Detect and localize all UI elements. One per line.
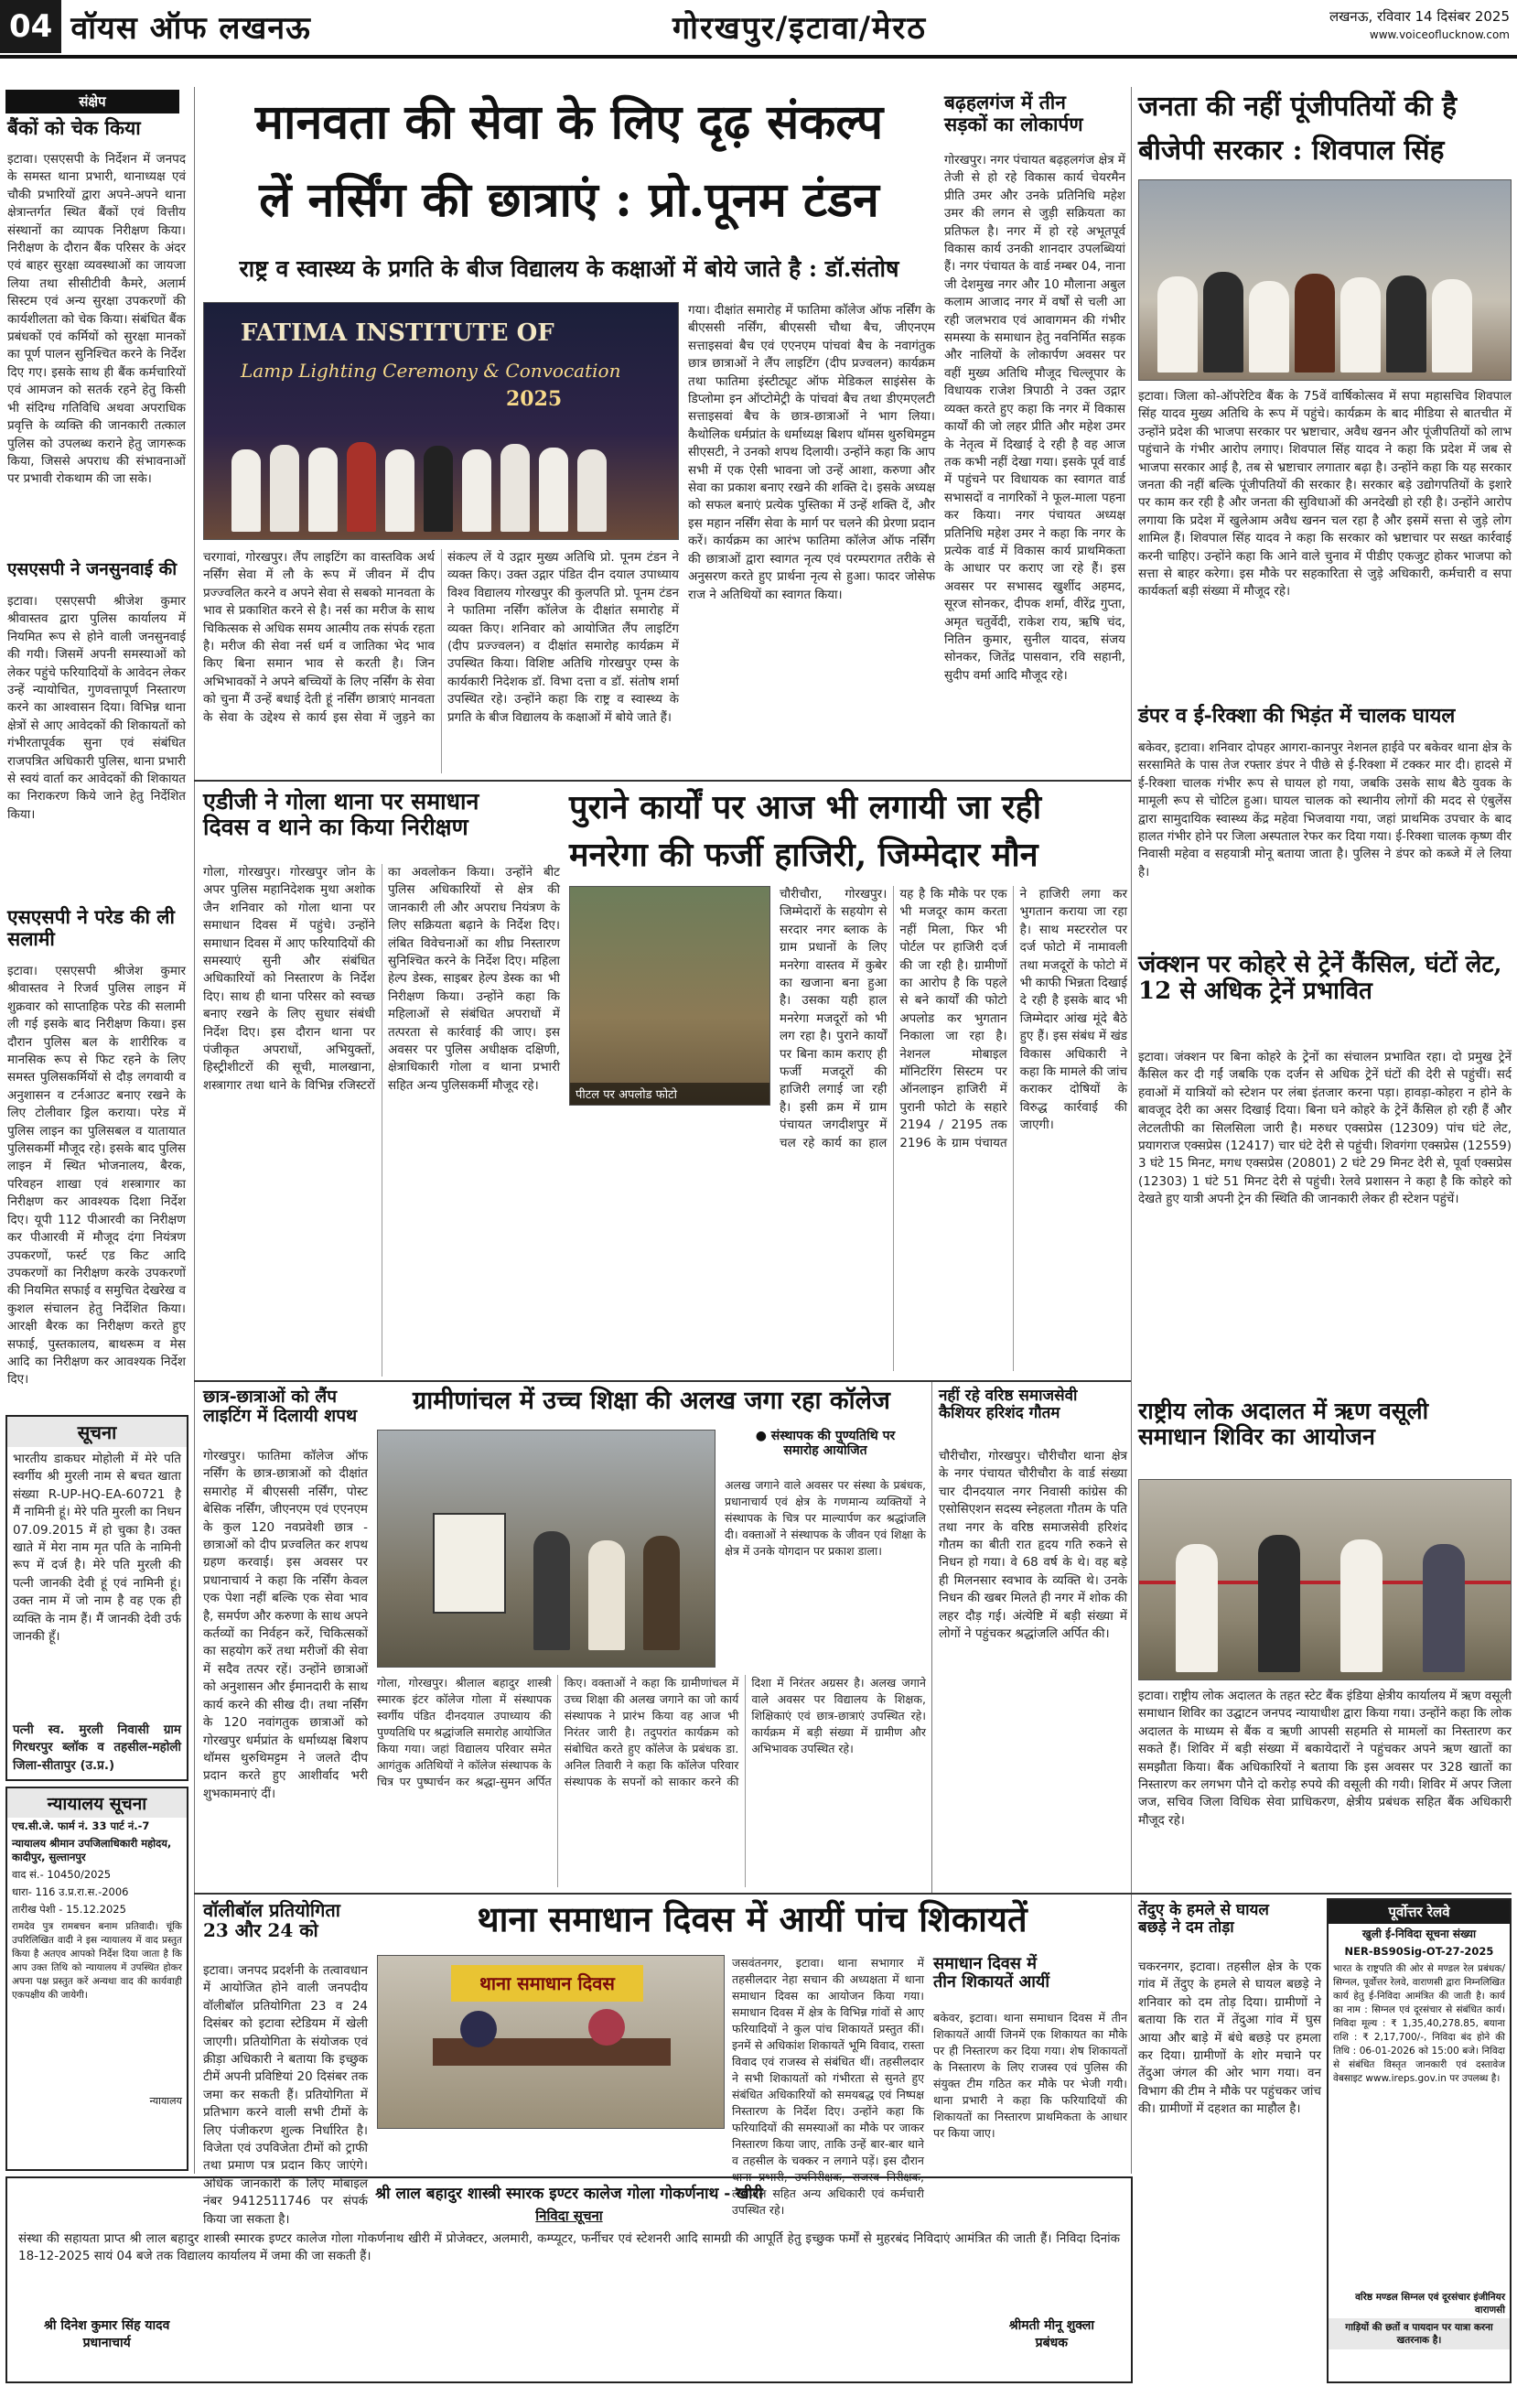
photo-figure bbox=[533, 1531, 570, 1650]
brief-hearing-body: इटावा। एसएसपी श्रीजेश कुमार श्रीवास्तव द्वारा पुलिस कार्यालय में नियमित रूप से होने वाली जनसुनवाई की गयी। जिसमें अपनी समस्याओं को लेकर पहुंचे फरियादियों के आवेदन लेकर उन्हें न्यायोचित, गुणवत्तापूर्ण निस्तारण करने का आश्वासन दिया। विभिन्न थाना क्षेत्रों से आए आवेदकों की शिकायतों को गंभीरतापूर्वक सुना एवं संबंधित राजपत्रित अधिकारी पुलिस, थाना प्रभारी से स्वयं वार्ता कर आवेदकों की शिकायत का निराकरण किये जाने हेतु निर्देशित किया। bbox=[7, 594, 186, 822]
thana-body: जसवंतनगर, इटावा। थाना सभागार में तहसीलदार नेहा सचान की अध्यक्षता में थाना समाधान दिवस का आयोजन किया गया। समाधान दिवस में क्षेत्र के विभिन्न गांवों से आए फरियादियों ने कुल पांच शिकायतें प्रस्तुत कीं। इनमें से अधिकांश शिकायतें भूमि विवाद, रास्ता विवाद एवं राजस्व से संबंधित थीं। तहसीलदार ने सभी शिकायतों को गंभीरता से सुनते हुए संबंधित अधिकारियों को समयबद्ध एवं निष्पक्ष निस्तारण के निर्देश दिए। उन्होंने कहा कि फरियादियों की समस्याओं का मौके पर जाकर निस्तारण किया जाए, ताकि उन्हें बार-बार थाने व तहसील के चक्कर न लगाने पड़ें। इस दौरान थाना प्रभारी, उपनिरीक्षक, राजस्व निरीक्षक, लेखपाल सहित अन्य अधिकारी एवं कर्मचारी उपस्थित रहे। bbox=[732, 1956, 924, 2217]
court-date: तारीख पेशी - 15.12.2025 bbox=[12, 1903, 126, 1916]
college-side-body: अलख जगाने वाले अवसर पर संस्था के प्रबंधक, प्रधानाचार्य एवं क्षेत्र के गणमान्य व्यक्तियों ने संस्थापक के चित्र पर माल्यार्पण कर श्रद्धांजलि दी। वक्ताओं ने संस्थापक के जीवन एवं शिक्षा के क्षेत्र में उनके योगदान पर प्रकाश डाला। bbox=[725, 1478, 926, 1558]
signature-left bbox=[44, 2316, 169, 2351]
photo-figure bbox=[460, 2011, 497, 2047]
mgnrega-photo-caption: पीटल पर अपलोड फोटो bbox=[570, 1083, 769, 1105]
brief-bank-body: इटावा। एसएसपी के निर्देशन में जनपद के समस्त थाना प्रभारी, थानाध्यक्ष एवं चौकी प्रभारियों द्वारा अपने-अपने थाना क्षेत्रान्तर्गत स्थित बैंकों एवं वित्तीय संस्थानों का व्यापक निरीक्षण किया। निरीक्षण के दौरान बैंक परिसर के अंदर एवं बाहर सुरक्षा व्यवस्थाओं का जायजा लिया तथा सीसीटीवी कैमरे, अलार्म सिस्टम एवं अन्य सुरक्षा उपकरणों की कार्यशीलता को चेक किया। संबंधित बैंक प्रबंधकों एवं कर्मियों को सुरक्षा मानकों का पूर्ण पालन सुनिश्चित करने के निर्देश दिए गए। इसके साथ ही बैंक कर्मचारियों एवं आमजन को सतर्क रहने हेतु किसी भी संदिग्ध गतिविधि अथवा अपराधिक प्रवृत्ति के व्यक्ति की जानकारी तत्काल पुलिस को उपलब्ध कराने हेतु जागरूक किया, जिससे अपराध की संभावनाओं पर प्रभावी रोकथाम की जा सके। bbox=[7, 152, 186, 487]
photo-banner-text: FATIMA INSTITUTE OF bbox=[241, 319, 554, 347]
photo-people bbox=[231, 440, 652, 532]
leopard-title-2: बछड़े ने दम तोड़ा bbox=[1138, 1918, 1234, 1938]
tender-number: NER-BS90Sig-OT-27-2025 bbox=[1344, 1945, 1494, 1958]
page-number: 04 bbox=[0, 0, 61, 53]
signature-left-role: प्रधानाचार्य bbox=[82, 2336, 131, 2350]
court-case: एच.सी.जे. फार्म नं. 33 पार्ट नं.-7 bbox=[12, 1819, 150, 1832]
lamp-title bbox=[203, 1388, 368, 1442]
train-title: जंक्शन पर कोहरे से ट्रेनें कैंसिल, घंटों लेट, 12 से अधिक ट्रेनें प्रभावित bbox=[1138, 951, 1502, 1006]
photo-figure bbox=[1340, 1539, 1383, 1672]
signature-right bbox=[1009, 2316, 1094, 2351]
lead-headline-1: मानवता की सेवा के लिए दृढ़ संकल्प bbox=[254, 94, 884, 150]
lamp-title-1: छात्र-छात्राओं को लैंप bbox=[203, 1387, 338, 1407]
gautam-title-2: कैशियर हरिशंद गौतम bbox=[939, 1404, 1060, 1423]
tender-org: पूर्वोत्तर रेलवे bbox=[1329, 1900, 1510, 1924]
masthead-rule bbox=[0, 55, 1517, 59]
train-body: इटावा। जंक्शन पर बिना कोहरे के ट्रेनों का संचालन प्रभावित रहा। दो प्रमुख ट्रेनें कैंसिल कर दी गईं जबकि एक दर्जन से अधिक ट्रेनें घंटों की देरी से पहुंचीं। सर्द हवाओं में यात्रियों को स्टेशन पर लंबा इंतजार करना पड़ा। हावड़ा-कोहरा न होने के बावजूद देरी का असर दिखाई दिया। बिना घने कोहरे के ट्रेनें कैंसिल हो रही हैं और लेटलतीफी का सिलसिला जारी है। मरुधर एक्सप्रेस (12309) पांच घंटे लेट, प्रयागराज एक्सप्रेस (12417) चार घंटे देरी से पहुंची। शिवगंगा एक्सप्रेस (12559) 3 घंटे 15 मिनट, मगध एक्सप्रेस (20801) 2 घंटे 29 मिनट देरी से, पूर्वा एक्सप्रेस (12303) 1 घंटे 51 मिनट देरी से पहुंची। रेलवे प्रशासन ने कहा है कि कोहरे को देखते हुए यात्री अपनी ट्रेन की स्थिति की जानकारी लेकर ही स्टेशन पहुंचें। bbox=[1138, 1050, 1512, 1207]
tender-footer: वरिष्ठ मण्डल सिग्नल एवं दूरसंचार इंजीनियर वाराणसी bbox=[1355, 2292, 1505, 2316]
notice-title: सूचना bbox=[7, 1417, 187, 1447]
edition-label: गोरखपुर/इटावा/मेरठ bbox=[672, 10, 928, 47]
leopard-body: चकरनगर, इटावा। तहसील क्षेत्र के एक गांव में तेंदुए के हमले से घायल बछड़े ने शनिवार को दम तोड़ दिया। ग्रामीणों ने बताया कि रात में तेंदुआ गांव में घुस आया और बाड़े में बंधे बछड़े पर हमला कर दिया। ग्रामीणों के शोर मचाने पर तेंदुआ जंगल की ओर भाग गया। वन विभाग की टीम ने मौके पर पहुंचकर जांच की। ग्रामीणों में दहशत का माहौल है। bbox=[1138, 1960, 1321, 2117]
leopard-title bbox=[1138, 1902, 1321, 1953]
notice-body: भारतीय डाकघर मोहोली में मेरे पति स्वर्गीय श्री मुरली नाम से बचत खाता संख्या R-UP-HQ-EA-60721 है मैं नामिनी हूं। मेरे पति मुरली का निधन 07.09.2015 में हो चुका है। उक्त खाते में मेरा नाम मृत पति के नामिनी रूप में दर्ज है। मेरे पति मुरली की पत्नी जानकी देवी हूं एवं नामिनी हूं। उक्त नाम में जो नाम है वह एक ही व्यक्ति के नाम हैं। मैं जानकी देवी उर्फ जानकी हूँ। bbox=[13, 1452, 181, 1645]
court-sign: न्यायालय bbox=[149, 2095, 182, 2107]
adg-body: गोला, गोरखपुर। गोरखपुर जोन के अपर पुलिस महानिदेशक मुथा अशोक जैन शनिवार को गोला थाना पर समाधान दिवस में पहुंचे। उन्होंने समाधान दिवस में आए फरियादियों की समस्याएं सुनी और संबंधित अधिकारियों को निस्तारण के निर्देश दिए। साथ ही थाना परिसर को स्वच्छ बनाए रखने के लिए सुधार संबंधी निर्देश दिए। इस दौरान थाना पर पंजीकृत अपराधों, अभियुक्तों, हिस्ट्रीशीटरों की सूची, मालखाना, शस्त्रागार तथा थाने के विभिन्न रजिस्टरों का अवलोकन किया। उन्होंने बीट पुलिस अधिकारियों से क्षेत्र की जानकारी ली और अपराध नियंत्रण के लिए सक्रियता बढ़ाने के निर्देश दिए। लंबित विवेचनाओं का शीघ्र निस्तारण सुनिश्चित करने के निर्देश दिए। महिला हेल्प डेस्क, साइबर हेल्प डेस्क का भी निरीक्षण किया। उन्होंने कहा कि महिलाओं से संबंधित अपराधों में तत्परता से कार्रवाई की जाए। इस अवसर पर पुलिस अधीक्षक दक्षिणी, क्षेत्राधिकारी गोला व थाना प्रभारी सहित अन्य पुलिसकर्मी मौजूद रहे। bbox=[203, 865, 560, 1093]
thana-photo-banner: थाना समाधान दिवस bbox=[451, 1965, 643, 2002]
loan-title-2: समाधान शिविर का आयोजन bbox=[1138, 1423, 1375, 1450]
mgnrega-body: चौरीचौरा, गोरखपुर। जिम्मेदारों के सहयोग से सरदार नगर ब्लाक के ग्राम प्रधानों के लिए मनरेगा वास्तव में कुबेर का खजाना बना हुआ है। उसका यही हाल मनरेगा मजदूरों को भी लग रहा है। पुराने कार्यों पर बिना काम कराए ही फर्जी मजदूरों की हाजिरी लगाई जा रही है। इसी क्रम में ग्राम पंचायत जगदीशपुर में चल रहे कार्य का हाल यह है कि मौके पर एक भी मजदूर काम करता नहीं मिला, फिर भी पोर्टल पर हाजिरी दर्ज की जा रही है। ग्रामीणों का आरोप है कि पहले से बने कार्यों की फोटो अपलोड कर भुगतान निकाला जा रहा है। नेशनल मोबाइल मॉनिटरिंग सिस्टम पर ऑनलाइन हाजिरी में पुरानी फोटो के सहारे 2194 / 2195 तक 2196 के ग्राम पंचायत ने हाजिरी लगा कर भुगतान कराया जा रहा है। साथ मस्टररोल पर दर्ज फोटो में नामावली तथा मजदूरों के फोटो में भी काफी भिन्नता दिखाई दे रही है इसके बाद भी जिम्मेदार आंख मूंदे बैठे हुए हैं। इस संबंध में खंड विकास अधिकारी ने कहा कि मामले की जांच कराकर दोषियों के विरुद्ध कार्रवाई की जाएगी। bbox=[780, 887, 1127, 1150]
photo-figure bbox=[588, 2009, 625, 2046]
photo-banner-year: 2025 bbox=[506, 387, 563, 411]
school-tender-signatures bbox=[7, 2316, 1131, 2351]
brief-hearing-title: एसएसपी ने जनसुनवाई की bbox=[7, 559, 178, 579]
court-dhara: धारा- 116 उ.प्र.रा.स.-2006 bbox=[12, 1885, 129, 1898]
photo-figure bbox=[588, 1540, 625, 1650]
column-divider bbox=[194, 87, 195, 2174]
mgnrega-headline-2: मनरेगा की फर्जी हाजिरी, जिम्मेदार मौन bbox=[569, 836, 1038, 874]
school-tender-box bbox=[5, 2176, 1133, 2383]
three-title-1: समाधान दिवस में bbox=[933, 1954, 1038, 1973]
school-tender-body: संस्था की सहायता प्राप्त श्री लाल बहादुर शास्त्री स्मारक इण्टर कालेज गोला गोकर्णनाथ खीरी में प्रोजेक्टर, अलमारी, कम्प्यूटर, फर्नीचर एवं स्टेशनरी आदि सामग्री की आपूर्ति हेतु इच्छुक फर्मों से मुहरबंद निविदाएं आमंत्रित की जाती हैं। निविदा दिनांक 18-12-2025 सायं 04 बजे तक विद्यालय कार्यालय में जमा की जा सकती हैं। bbox=[18, 2231, 1120, 2264]
photo-frame bbox=[433, 1513, 506, 1614]
court-vad: वाद सं.- 10450/2025 bbox=[12, 1868, 112, 1881]
section-rule bbox=[194, 1893, 1512, 1895]
volley-title-1: वॉलीबॉल प्रतियोगिता bbox=[203, 1899, 340, 1921]
gautam-title-1: नहीं रहे वरिष्ठ समाजसेवी bbox=[939, 1387, 1078, 1405]
lead-subheadline: राष्ट्र व स्वास्थ्य के प्रगति के बीज विद्यालय के कक्षाओं में बोये जाते है : डॉ.संतोष bbox=[239, 255, 899, 282]
photo-banner-subtext: Lamp Lighting Ceremony & Convocation bbox=[241, 360, 621, 382]
court-notice-box bbox=[5, 1787, 188, 2171]
dumper-title: डंपर व ई-रिक्शा की भिड़ंत में चालक घायल bbox=[1138, 704, 1456, 728]
signature-right-name: श्रीमती मीनू शुक्ला bbox=[1008, 2318, 1094, 2333]
court-body: रामदेव पुत्र रामबचन बनाम प्रतिवादी। चूंकि उपरिलिखित वादी ने इस न्यायालय में वाद प्रस्तुत किया है अतएव आपको निर्देश दिया जाता है कि आप उक्त तिथि को न्यायालय में उपस्थित होकर अपना पक्ष प्रस्तुत करें अन्यथा वाद की कार्यवाही एकपक्षीय की जायेगी। bbox=[12, 1921, 182, 2001]
three-complaints-body: बकेवर, इटावा। थाना समाधान दिवस में तीन शिकायतें आयीं जिनमें एक शिकायत का मौके पर ही निस्तारण कर दिया गया। शेष शिकायतों के निस्तारण के लिए राजस्व एवं पुलिस की संयुक्त टीम गठित कर मौके पर भेजी गयी। थाना प्रभारी ने कहा कि फरियादियों की शिकायतों का निस्तारण प्राथमिकता के आधार पर किया जाए। bbox=[933, 2011, 1127, 2140]
loan-photo bbox=[1138, 1479, 1512, 1680]
thana-photo bbox=[377, 1955, 725, 2129]
volley-title-2: 23 और 24 को bbox=[203, 1919, 318, 1942]
dateline: लखनऊ, रविवार 14 दिसंबर 2025 bbox=[1329, 8, 1510, 25]
college-photo bbox=[377, 1430, 715, 1668]
school-tender-title: श्री लाल बहादुर शास्त्री स्मारक इण्टर कालेज गोला गोकर्णनाथ - खीरी bbox=[375, 2185, 763, 2203]
adg-title bbox=[203, 789, 560, 855]
signature-left-name: श्री दिनेश कुमार सिंह यादव bbox=[44, 2318, 170, 2333]
notice-signature: पत्नी स्व. मुरली निवासी ग्राम गिरधरपुर ब्लॉक व तहसील-महोली जिला-सीतापुर (उ.प्र.) bbox=[13, 1722, 181, 1773]
photo-figure bbox=[1423, 1544, 1465, 1672]
notice-box bbox=[5, 1415, 188, 1781]
section-rule bbox=[194, 1380, 1131, 1382]
adg-title-2: दिवस व थाने का किया निरीक्षण bbox=[203, 814, 468, 840]
shivpal-headline-2: बीजेपी सरकार : शिवपाल सिंह bbox=[1138, 135, 1445, 167]
college-side-title-2: समारोह आयोजित bbox=[783, 1442, 867, 1458]
section-rule bbox=[194, 780, 1131, 782]
brief-tag: संक्षेप bbox=[5, 90, 179, 113]
shivpal-headline-1: जनता की नहीं पूंजीपतियों की है bbox=[1138, 91, 1458, 123]
newspaper-name: वॉयस ऑफ लखनऊ bbox=[70, 10, 311, 47]
college-body: गोला, गोरखपुर। श्रीलाल बहादुर शास्त्री स्मारक इंटर कॉलेज गोला में संस्थापक स्वर्गीय पंडित दीनदयाल उपाध्याय की पुण्यतिथि पर श्रद्धांजलि समारोह आयोजित किया गया। जहां विद्यालय परिवार समेत आगंतुक अतिथियों ने कॉलेज संस्थापक के चित्र पर पुष्पार्चन कर श्रद्धा-सुमन अर्पित किए। वक्ताओं ने कहा कि ग्रामीणांचल में उच्च शिक्षा की अलख जगाने का जो कार्य संस्थापक ने प्रारंभ किया वह आज भी निरंतर जारी है। तदुपरांत कार्यक्रम को संबोधित करते हुए कॉलेज के प्रबंधक डा. अनिल तिवारी ने कहा कि कॉलेज परिवार संस्थापक के सपनों को साकार करने की दिशा में निरंतर अग्रसर है। अलख जगाने वाले अवसर पर विद्यालय के शिक्षक, शिक्षिकाएं एवं छात्र-छात्राएं उपस्थित रहे। कार्यक्रम में बड़ी संख्या में ग्रामीण और अभिभावक उपस्थित रहे। bbox=[377, 1676, 926, 1788]
brief-bank-title: बैंकों को चेक किया bbox=[7, 116, 141, 139]
lead-photo bbox=[203, 302, 679, 540]
column-divider bbox=[1131, 87, 1132, 2174]
shivpal-photo bbox=[1138, 179, 1512, 381]
road-inaug-title-2: सड़कों का लोकार्पण bbox=[944, 112, 1083, 135]
three-title-2: तीन शिकायतें आयीं bbox=[933, 1972, 1050, 1992]
lamp-body: गोरखपुर। फातिमा कॉलेज ऑफ नर्सिंग के छात्र-छात्राओं को दीक्षांत समारोह में बीएससी नर्सिंग, पोस्ट बेसिक नर्सिंग, जीएनएम एवं एएनएम के कुल 120 नवप्रवेशी छात्र - छात्राओं को दीप प्रज्वलित कर शपथ ग्रहण करवाई। इस अवसर पर प्रधानाचार्य ने कहा कि नर्सिंग केवल एक पेशा नहीं बल्कि एक सेवा भाव है, समर्पण और करुणा के साथ अपने कर्तव्यों का निर्वहन करें, चिकित्सकों का सहयोग करें तथा मरीजों की सेवा में सदैव तत्पर रहें। उन्होंने छात्राओं को अनुशासन और ईमानदारी के साथ कार्य करने की सीख दी। तथा नर्सिंग के 120 नवांगतुक छात्राओं को गोरखपुर धर्मप्रांत के धर्माध्यक्ष बिशप थॉमस थुरुथिमट्टम ने जलते दीप प्रदान करते हुए आशीर्वाद भरी शुभकामनाएं दीं। bbox=[203, 1449, 368, 1801]
mgnrega-headline-1: पुराने कार्यों पर आज भी लगायी जा रही bbox=[569, 788, 1042, 826]
signature-right-role: प्रबंधक bbox=[1035, 2336, 1068, 2350]
column-divider bbox=[931, 1382, 932, 1895]
photo-figure bbox=[1258, 1535, 1300, 1672]
road-inaug-title-1: बढ़हलगंज में तीन bbox=[944, 91, 1066, 113]
loan-title-1: राष्ट्रीय लोक अदालत में ऋण वसूली bbox=[1138, 1398, 1429, 1424]
lamp-title-2: लाइटिंग में दिलायी शपथ bbox=[203, 1406, 358, 1427]
adg-title-1: एडीजी ने गोला थाना पर समाधान bbox=[203, 788, 479, 815]
court-notice-title: न्यायालय सूचना bbox=[7, 1788, 187, 1818]
leopard-title-1: तेंदुए के हमले से घायल bbox=[1138, 1901, 1269, 1919]
gautam-body: चौरीचौरा, गोरखपुर। चौरीचौरा थाना क्षेत्र के नगर पंचायत चौरीचौरा के वार्ड संख्या चार दीनदयाल नगर निवासी कांग्रेस की एसोसिएशन सदस्य स्नेहलता गौतम के पति तथा नगर के वरिष्ठ समाजसेवी हरिशंद गौतम का बीती रात हृदय गति रुकने से निधन हो गया। वे 68 वर्ष के थे। वह बड़े ही मिलनसार स्वभाव के व्यक्ति थे। उनके निधन की खबर मिलते ही नगर में शोक की लहर दौड़ गई। अंत्येष्टि में बड़ी संख्या में लोगों ने पहुंचकर श्रद्धांजलि अर्पित की। bbox=[939, 1449, 1127, 1642]
mgnrega-photo bbox=[569, 886, 770, 1106]
college-title: ग्रामीणांचल में उच्च शिक्षा की अलख जगा रहा कॉलेज bbox=[413, 1387, 890, 1415]
thana-title: थाना समाधान दिवस में आयीं पांच शिकायतें bbox=[477, 1898, 1027, 1939]
three-complaints-title bbox=[933, 1955, 1127, 2006]
college-side-title-1: संस्थापक की पुण्यतिथि पर bbox=[770, 1429, 896, 1443]
tender-title: खुली ई-निविदा सूचना संख्या bbox=[1361, 1927, 1477, 1940]
brief-parade-body: इटावा। एसएसपी श्रीजेश कुमार श्रीवास्तव ने रिजर्व पुलिस लाइन में शुक्रवार को साप्ताहिक परेड की सलामी ली गई इसके बाद निरीक्षण किया। इस दौरान पुलिस बल के शारीरिक व मानसिक रूप से फिट रहने के लिए समस्त पुलिसकर्मियों से दौड़ लगवायी व अनुशासन व टर्नआउट बनाए रखने के लिए टोलीवार ड्रिल कराया। परेड में पुलिस लाइन का पुलिसबल व यातायात पुलिसकर्मी मौजूद रहे। इसके बाद पुलिस लाइन में स्थित भोजनालय, बैरक, परिवहन शाखा एवं शस्त्रागार का निरीक्षण कर आवश्यक दिशा निर्देश दिए। यूपी 112 पीआरवी का निरीक्षण कर पीआरवी में मौजूद दंगा नियंत्रण उपकरणों, फर्स्ट एड किट आदि उपकरणों का निरीक्षण करके उपकरणों की नियमित सफाई व समुचित देखरेख व कुशल संचालन हेतु निर्देशित किया। आरक्षी बैरक का निरीक्षण करते हुए सफाई, पुस्तकालय, बाथरूम व मेस आदि का निरीक्षण कर आवश्यक निर्देश दिए। bbox=[7, 964, 186, 1388]
loan-title bbox=[1138, 1398, 1512, 1472]
dumper-body: बकेवर, इटावा। शनिवार दोपहर आगरा-कानपुर नेशनल हाईवे पर बकेवर थाना क्षेत्र के सरसामिते के पास तेज रफ्तार डंपर ने पीछे से ई-रिक्शा में टक्कर मार दी। हादसे में ई-रिक्शा चालक गंभीर रूप से घायल हो गया, जबकि उसके साथ बैठे युवक के मामूली रूप से चोटिल हुआ। घायल चालक को स्थानीय लोगों की मदद से एंबुलेंस द्वारा सामुदायिक स्वास्थ्य केंद्र महेवा भिजवाया गया, जहां प्राथमिक उपचार के बाद हालत गंभीर होने पर जिला अस्पताल रेफर कर दिया गया। ई-रिक्शा चालक कृष्ण वीर निवासी महेवा व सहयात्री मोनू बताया जाता है। पुलिस ने डंपर को कब्जे में ले लिया है। bbox=[1138, 740, 1512, 880]
masthead-left bbox=[0, 0, 476, 53]
college-side-title: ● संस्थापक की पुण्यतिथि पर समारोह आयोजित bbox=[755, 1429, 896, 1458]
volley-body: इटावा। जनपद प्रदर्शनी के तत्वावधान में आयोजित होने वाली जनपदीय वॉलीबॉल प्रतियोगिता 23 व 24 दिसंबर को इटावा स्टेडियम में खेली जाएगी। प्रतियोगिता के संयोजक एवं क्रीड़ा अधिकारी ने बताया कि इच्छुक टीमें अपनी प्रविष्टियां 20 दिसंबर तक जमा कर सकती हैं। प्रतियोगिता में प्रतिभाग करने वाली सभी टीमों के लिए पंजीकरण शुल्क निर्धारित है। विजेता एवं उपविजेता टीमों को ट्राफी तथा प्रमाण पत्र प्रदान किए जाएंगे। अधिक जानकारी के लिए मोबाइल नंबर 9412511746 पर संपर्क किया जा सकता है। bbox=[203, 1963, 368, 2227]
school-tender-subtitle: निविदा सूचना bbox=[535, 2208, 603, 2224]
shivpal-body: इटावा। जिला को-ऑपरेटिव बैंक के 75वें वार्षिकोत्सव में सपा महासचिव शिवपाल सिंह यादव मुख्य अतिथि के रूप में पहुंचे। कार्यक्रम के बाद मीडिया से बातचीत में उन्होंने प्रदेश की भाजपा सरकार पर भ्रष्टाचार, अवैध खनन और पूंजीपतियों को लाभ पहुंचाने के गंभीर आरोप लगाए। शिवपाल सिंह यादव ने कहा कि प्रदेश में जब से भाजपा सरकार आई है, तब से भ्रष्टाचार लगातार बढ़ा है। उन्होंने कहा कि यह सरकार जनता की नहीं बल्कि पूंजीपतियों की सरकार है। सरकार बड़े उद्योगपतियों के इशारे पर काम कर रही है और जनता की सुविधाओं की अनदेखी हो रही है। उन्होंने आरोप लगाया कि प्रदेश में खुलेआम अवैध खनन चल रहा है और इसमें सत्ता से जुड़े लोग शामिल हैं। शिवपाल सिंह यादव ने कहा कि सरकार को भ्रष्टाचार पर सख्त कार्रवाई करनी चाहिए। उन्होंने कहा कि आने वाले चुनाव में पीडीए एकजुट होकर भाजपा को सत्ता से बाहर करेगा। इस मौके पर सहकारिता से जुड़े अधिकारी, कर्मचारी व सपा कार्यकर्ता बड़ी संख्या में मौजूद रहे। bbox=[1138, 389, 1512, 599]
loan-body: इटावा। राष्ट्रीय लोक अदालत के तहत स्टेट बैंक इंडिया क्षेत्रीय कार्यालय में ऋण वसूली समाधान शिविर का उद्घाटन जनपद न्यायाधीश द्वारा किया गया। उन्होंने कहा कि लोक अदालत के माध्यम से बैंक व ऋणी आपसी सहमति से मामलों का निस्तारण कर सकते हैं। शिविर में बड़ी संख्या में बकायेदारों ने पहुंचकर अपने ऋण खातों का समझौता किया। बैंक अधिकारियों ने बताया कि इस अवसर पर 328 खातों का निस्तारण कर लगभग पौने दो करोड़ रुपये की वसूली की गयी। शिविर में अपर जिला जज, सचिव जिला विधिक सेवा प्राधिकरण, क्षेत्रीय प्रबंधक सहित बैंक अधिकारी मौजूद रहे। bbox=[1138, 1689, 1512, 1828]
website[interactable]: www.voiceoflucknow.com bbox=[1369, 28, 1510, 41]
gautam-title bbox=[939, 1388, 1127, 1442]
tender-slogan: गाड़ियों की छतों व पायदान पर यात्रा करना खतरनाक है। bbox=[1329, 2318, 1510, 2349]
road-inaug-body: गोरखपुर। नगर पंचायत बढ़हलगंज क्षेत्र में तेजी से हो रहे विकास कार्य चेयरमैन प्रीति उमर और उनके प्रतिनिधि महेश उमर की लगन से जुड़ी सक्रियता का प्रतिफल है। नगर में हो रहे अभूतपूर्व विकास कार्य उनकी शानदार उपलब्धियां हैं। नगर पंचायत के वार्ड नम्बर 04, नाना जी देशमुख नगर और 10 मौलाना अबुल कलाम आजाद नगर में वर्षों से चली आ रही जलभराव एवं आवागमन की गंभीर समस्या के समाधान हेतु नवनिर्मित सड़क और नालियों के लोकार्पण अवसर पर वहीं मुख्य अतिथि मौजूद चिल्लूपार के विधायक राजेश त्रिपाठी ने उक्त उद्गार व्यक्त करते हुए कहा कि नगर में विकास कार्यों की जो लहर प्रीति और महेश उमर के नेतृत्व में दिखाई दे रही है वह आज तक कभी नहीं देखा गया। इसके पूर्व वार्ड में पहुंचने पर विधायक का स्वागत वार्ड सभासदों व नागरिकों ने फूल-माला पहना कर किया। नगर पंचायत अध्यक्ष प्रतिनिधि महेश उमर ने कहा कि नगर के प्रत्येक वार्ड में विकास कार्य प्राथमिकता के आधार पर कराए जा रहे हैं। इस अवसर पर सभासद खुर्शीद अहमद, सूरज सोनकर, दीपक शर्मा, वीरेंद्र गुप्ता, अमृत चतुर्वेदी, राकेश राय, ऋषि चंद, नितिन कुमार, सुनील यादव, संजय सोनकर, जितेंद्र पासवान, रवि सहानी, सुदीप वर्मा आदि मौजूद रहे। bbox=[944, 153, 1125, 683]
road-inaug-title bbox=[944, 92, 1127, 148]
brief-parade-title: एसएसपी ने परेड की ली सलामी bbox=[7, 905, 175, 950]
railway-tender-box bbox=[1327, 1898, 1512, 2383]
tender-body: भारत के राष्ट्रपति की ओर से मण्डल रेल प्रबंधक/सिग्नल, पूर्वोत्तर रेलवे, वाराणसी द्वारा निम्नलिखित कार्य हेतु ई-निविदा आमंत्रित की जाती है। कार्य का नाम : सिग्नल एवं दूरसंचार से संबंधित कार्य। निविदा मूल्य : ₹ 1,35,40,278.85, बयाना राशि : ₹ 2,17,700/-, निविदा बंद होने की तिथि : 06-01-2026 को 15:00 बजे। निविदा से संबंधित विस्तृत जानकारी एवं दस्तावेज वेबसाइट www.ireps.gov.in पर उपलब्ध है। bbox=[1333, 1963, 1505, 2084]
photo-figure bbox=[1176, 1544, 1218, 1672]
lead-headline-2: लें नर्सिंग की छात्राएं : प्रो.पूनम टंडन bbox=[259, 172, 879, 228]
photo-figure bbox=[643, 1536, 680, 1650]
court-name: न्यायालय श्रीमान उपजिलाधिकारी महोदय, कादीपुर, सुल्तानपुर bbox=[12, 1837, 172, 1863]
lead-main-body: चरगावां, गोरखपुर। लैंप लाइटिंग का वास्तविक अर्थ नर्सिंग सेवा में लौ के रूप में जीवन में दीप प्रज्ज्वलित करने व अपने सेवा से सबको मानवता के भाव से प्रकाशित करने से है। नर्स का मरीज के साथ चिकित्सक से अधिक समय आत्मीय तक संपर्क रहता है। मरीज की सेवा नर्स धर्म व जातिका भेद भाव किए बिना समान भाव से करती है। जिन अभिभावकों ने अपने बच्चियों के लिए नर्सिंग के सेवा को चुना मैं उन्हें बधाई देती हूं नर्सिंग छात्राएं मानवता के सेवा के उद्देश्य से कार्य इस सेवा में जुड़ने का संकल्प लें ये उद्गार मुख्य अतिथि प्रो. पूनम टंडन ने व्यक्त किए। उक्त उद्गार पंडित दीन दयाल उपाध्याय विश्व विद्यालय गोरखपुर की कुलपति प्रो. पूनम टंडन ने फातिमा नर्सिंग कॉलेज के दीक्षांत समारोह में व्यक्त किए। शनिवार को आयोजित लैंप लाइटिंग (दीप प्रज्ज्वलन) व दीक्षांत समारोह कार्यक्रम में उपस्थित किया। विशिष्ट अतिथि गोरखपुर एम्स के कार्यकारी निदेशक डॉ. विभा दत्ता व डॉ. संतोष शर्मा उपस्थित रहे। उन्होंने कहा कि राष्ट्र व स्वास्थ्य के प्रगति के बीज विद्यालय के कक्षाओं में बोये जाते हैं। bbox=[203, 550, 679, 725]
volley-title bbox=[203, 1900, 368, 1957]
masthead-right bbox=[1135, 7, 1510, 48]
lead-right-body: गया। दीक्षांत समारोह में फातिमा कॉलेज ऑफ नर्सिंग के बीएससी नर्सिंग, बीएससी चौथा बैच, जीएनएम सत्ताइसवां बैच एवं एएनएम पांचवां बैच के नवागंतुक छात्र छात्राओं ने लैंप लाइटिंग (दीप प्रज्वलन) कार्यक्रम तथा फातिमा इंस्टीट्यूट ऑफ मेडिकल साइंसेस के डिप्लोमा इन ऑप्टोमेट्री के पांचवां बैच तथा डीएमएलटी सत्ताइसवां बैच के छात्र-छात्राओं ने भाग लिया। कैथोलिक धर्मप्रांत के धर्माध्यक्ष बिशप थॉमस थुरुथिमट्टम सीएसटी, ने उनको शपथ दिलायी। उन्होंने कहा कि आप सभी में एक ऐसी भावना जो उन्हें आशा, करुणा और सेवा का प्रकाश बनाए रखने की शक्ति दे। इसके अध्यक्ष को सफल बनाएं प्रत्येक पुस्तिका में उन्हें शक्ति दें, और इस महान नर्सिंग सेवा के मार्ग पर चलने की प्रेरणा प्रदान करें। कार्यक्रम का आरंभ फातिमा कॉलेज ऑफ नर्सिंग की छात्राओं द्वारा स्वागत नृत्य एवं परम्परागत तरीके से अनुसरण करते हुए प्रार्थना नृत्य से हुआ। फादर जोसेफ राज ने अतिथियों का स्वागत किया। bbox=[688, 303, 935, 602]
